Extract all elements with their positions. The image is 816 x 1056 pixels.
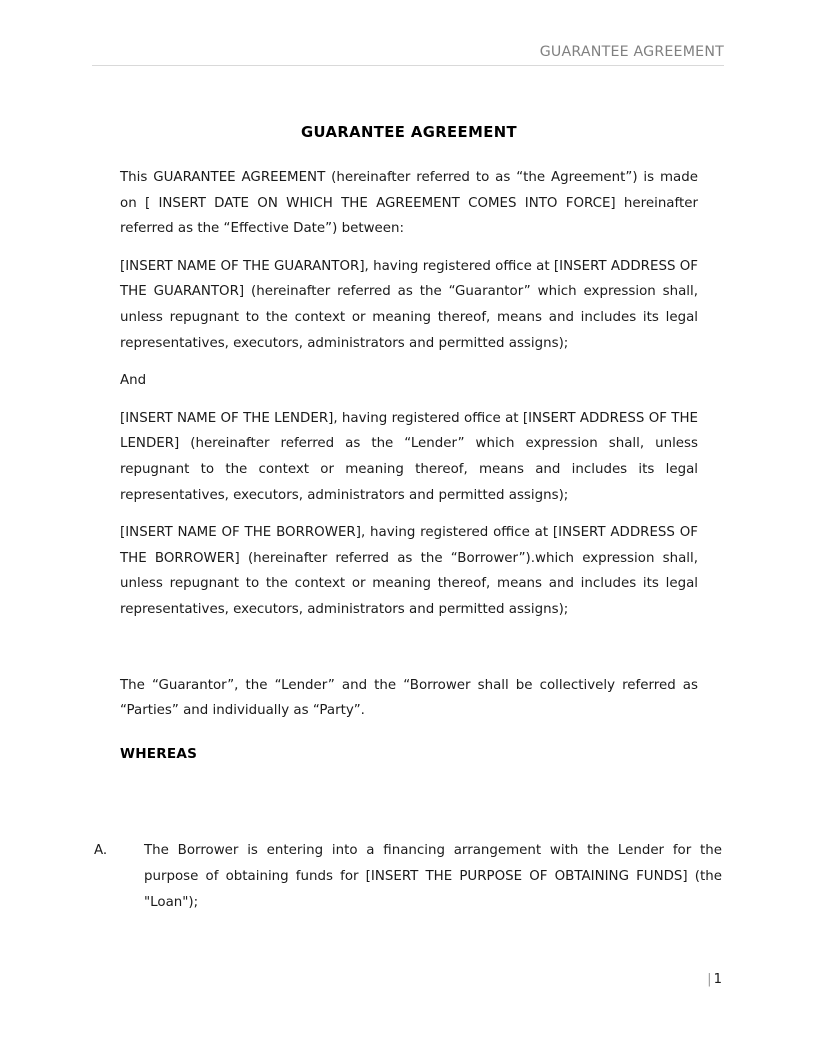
- running-header: [92, 41, 724, 66]
- list-item: [94, 838, 722, 915]
- page-footer: [92, 972, 722, 987]
- paragraph-spacer: [120, 635, 698, 673]
- list-item-marker: A.: [94, 843, 108, 858]
- document-body: [120, 124, 698, 777]
- list-item-text: The Borrower is entering into a financing arrangement with the Lender for the purpose of obtaining funds for [INSERT THE PURPOSE OF OBTAINING FUNDS] (the "Loan");: [144, 843, 722, 910]
- paragraph-and-connector: And: [120, 373, 147, 389]
- running-header-text: GUARANTEE AGREEMENT: [539, 44, 724, 60]
- paragraph-guarantor: [INSERT NAME OF THE GUARANTOR], having registered office at [INSERT ADDRESS OF THE GUARANTOR] (hereinafter referred as the “Guarantor” which expression shall, unless repugnant to the context or meaning thereof, means and includes its legal representatives, executors, administrators and permitted assigns);: [120, 258, 698, 351]
- paragraph-borrower: [INSERT NAME OF THE BORROWER], having registered office at [INSERT ADDRESS OF THE BORROWER] (hereinafter referred as the “Borrower”).which expression shall, unless repugnant to the context or meaning thereof, means and includes its legal representatives, executors, administrators and permitted assigns);: [120, 525, 698, 617]
- recitals-list: [94, 838, 722, 915]
- paragraph-parties-definition: The “Guarantor”, the “Lender” and the “Borrower shall be collectively referred as “Parties” and individually as “Party”.: [120, 677, 698, 719]
- page-title: GUARANTEE AGREEMENT: [301, 124, 517, 141]
- footer-separator: |: [707, 972, 712, 987]
- whereas-heading: WHEREAS: [120, 745, 198, 762]
- paragraph-lender: [INSERT NAME OF THE LENDER], having registered office at [INSERT ADDRESS OF THE LENDER] (hereinafter referred as the “Lender” which expression shall, unless repugnant to the context or meaning thereof, means and includes its legal representatives, executors, administrators and permitted assigns);: [120, 410, 698, 503]
- footer-page-number: 1: [713, 972, 722, 987]
- paragraph-agreement-intro: This GUARANTEE AGREEMENT (hereinafter referred to as “the Agreement”) is made on [ INSERT DATE ON WHICH THE AGREEMENT COMES INTO FORCE] hereinafter referred as the “Effective Date”) between:: [120, 170, 698, 237]
